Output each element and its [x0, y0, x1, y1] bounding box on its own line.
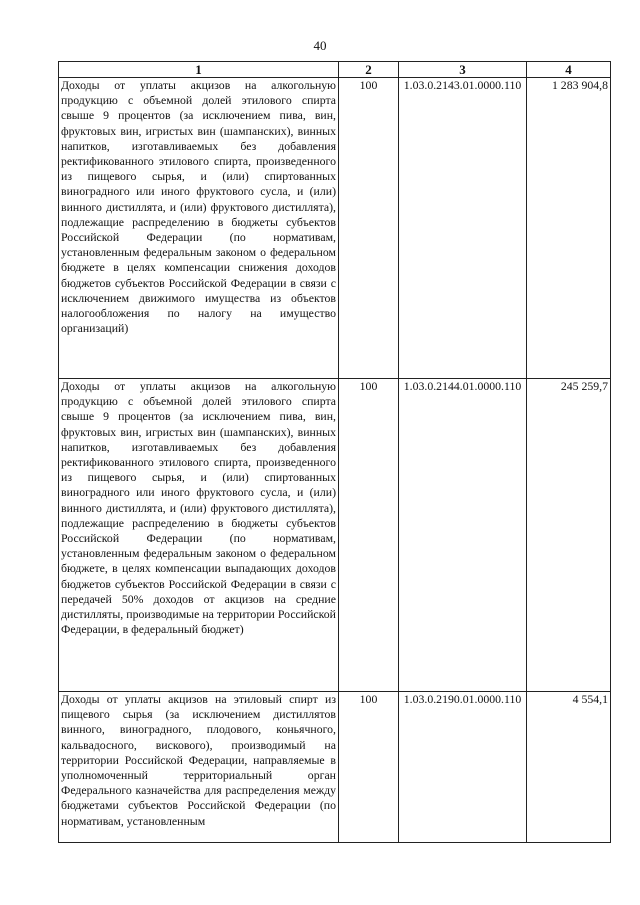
administrator-code: 100	[339, 78, 399, 379]
administrator-code: 100	[339, 379, 399, 692]
amount-value: 1 283 904,8	[527, 78, 611, 379]
revenue-description: Доходы от уплаты акцизов на этиловый спирт из пищевого сырья (за исключением дистиллятов винного, виноградного, плодового, коньячного, кальвадосного, вискового), производимый на территории Российской Федерации, направляемые в уполномоченный территориальный орган Федерального казначейства для распределения между бюджетами субъектов Российской Федерации (по нормативам, установленным	[59, 692, 339, 843]
table-row	[59, 78, 611, 379]
column-header-4: 4	[527, 62, 611, 78]
table-header-row	[59, 62, 611, 78]
column-header-1: 1	[59, 62, 339, 78]
amount-value: 4 554,1	[527, 692, 611, 843]
revenue-description: Доходы от уплаты акцизов на алкогольную продукцию с объемной долей этилового спирта свыше 9 процентов (за исключением пива, вин, фруктовых вин, игристых вин (шампанских), винных напитков, изготавливаемых без добавления ректификованного этилового спирта, произведенного из пищевого сырья, и (или) спиртованных виноградного или иного фруктового сусла, и (или) винного дистиллята, и (или) фруктового дистиллята), подлежащие распределению в бюджеты субъектов Российской Федерации (по нормативам, установленным федеральным законом о федеральном бюджете в целях компенсации снижения доходов бюджетов субъектов Российской Федерации в связи с исключением движимого имущества из объектов налогообложения по налогу на имущество организаций)	[59, 78, 339, 379]
revenue-table	[58, 61, 611, 843]
column-header-2: 2	[339, 62, 399, 78]
column-header-3: 3	[399, 62, 527, 78]
page-number: 40	[313, 38, 327, 53]
revenue-description: Доходы от уплаты акцизов на алкогольную продукцию с объемной долей этилового спирта свыше 9 процентов (за исключением пива, вин, фруктовых вин, игристых вин (шампанских), винных напитков, изготавливаемых без добавления ректификованного этилового спирта, произведенного из пищевого сырья, и (или) спиртованных виноградного или иного фруктового сусла, и (или) винного дистиллята, и (или) фруктового дистиллята), подлежащие распределению в бюджеты субъектов Российской Федерации (по нормативам, установленным федеральным законом о федеральном бюджете, в целях компенсации выпадающих доходов бюджетов субъектов Российской Федерации в связи с передачей 50% доходов от акцизов на средние дистилляты, производимые на территории Российской Федерации, в федеральный бюджет)	[59, 379, 339, 692]
budget-classification-code: 1.03.0.2144.01.0000.110	[399, 379, 527, 692]
budget-classification-code: 1.03.0.2143.01.0000.110	[399, 78, 527, 379]
table-row	[59, 379, 611, 692]
amount-value: 245 259,7	[527, 379, 611, 692]
administrator-code: 100	[339, 692, 399, 843]
table-row	[59, 692, 611, 843]
budget-classification-code: 1.03.0.2190.01.0000.110	[399, 692, 527, 843]
